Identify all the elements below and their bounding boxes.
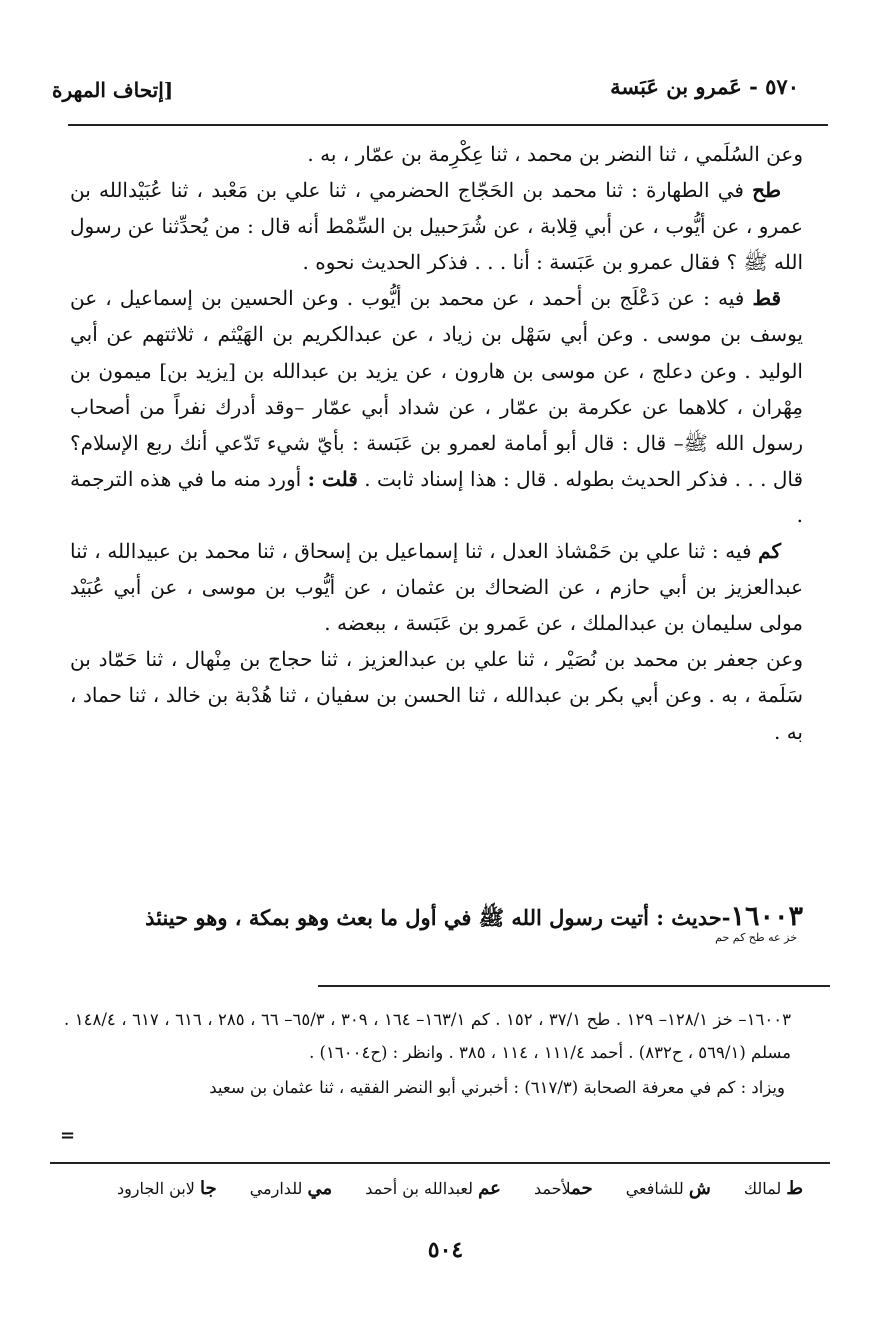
footnote-divider <box>318 985 830 987</box>
abbrev-code: جا <box>200 1178 217 1199</box>
abbrev-name: للدارمي <box>249 1179 303 1198</box>
abbreviation-key <box>61 1178 803 1199</box>
abbrev-name: لعبدالله بن أحمد <box>365 1179 474 1198</box>
page-number: ٥٠٤ <box>427 1237 464 1263</box>
abbrev-item <box>250 1178 332 1199</box>
paragraph-3-note: أورد منه ما في هذه الترجمة . <box>70 466 803 527</box>
abbrev-code: ش <box>688 1178 711 1199</box>
abbrev-code: ط <box>786 1178 803 1199</box>
paragraph-2-text: في الطهارة : ثنا محمد بن الحَجّاج الحضرمي ، ثنا علي بن مَعْبد ، ثنا عُبَيْدالله بن عمرو ، عن أيُّوب ، عن أبي قِلابة ، عن شُرَحبيل بن السِّمْط أنه قال : من يُحدِّثنا عن رسول الله ﷺ ؟ فقال عمرو بن عَبَسة : أنا . . . فذكر الحديث نحوه . <box>70 178 803 275</box>
source-code-qt: قط <box>752 286 781 311</box>
hadith-sigla: خز عه طح كم حم <box>715 931 797 944</box>
header-divider <box>68 124 828 126</box>
abbrev-code: حم <box>571 1178 593 1199</box>
paragraph-3-text: فيه : عن دَعْلَج بن أحمد ، عن محمد بن أيُّوب . وعن الحسين بن إسماعيل ، عن يوسف بن موسى . وعن أبي سَهْل بن زياد ، عن عبدالكريم بن الهَيْثم ، ثلاثتهم عن أبي الوليد . وعن دعلج ، عن موسى بن هارون ، عن يزيد بن عبدالله بن [يزيد بن] ميمون بن مِهْران ، كلاهما عن عكرمة بن عمّار ، عن شداد أبي عمّار –وقد أدرك نفراً من أصحاب رسول الله ﷺ– قال : قال أبو أمامة لعمرو بن عَبَسة : بأيّ شيء تَدّعي أنك ربع الإسلام؟ قال . . . فذكر الحديث بطوله . قال : هذا إسناد ثابت . <box>70 286 804 491</box>
source-code-tah: طح <box>752 178 781 203</box>
paragraph-2 <box>70 172 803 280</box>
note-label: قلت : <box>307 466 358 491</box>
paragraph-1: وعن السُلَمي ، ثنا النضر بن محمد ، ثنا عِكْرِمة بن عمّار ، به . <box>307 142 803 166</box>
book-title: [إتحاف المهرة <box>52 78 174 102</box>
abbreviation-divider <box>50 1162 830 1164</box>
footnote <box>64 1003 791 1104</box>
paragraph-4 <box>70 533 803 641</box>
abbrev-item <box>626 1178 711 1199</box>
abbrev-name: لمالك <box>743 1179 782 1198</box>
abbrev-name: لأحمد <box>533 1179 572 1198</box>
hadith-text: -حديث : أتيت رسول الله ﷺ في أول ما بعث وهو بمكة ، وهو حينئذ <box>145 905 731 930</box>
continuation-mark: = <box>60 1125 76 1146</box>
abbrev-name: للشافعي <box>625 1179 684 1198</box>
footnote-extra: ويزاد : كم في معرفة الصحابة (٦١٧/٣) : أخبرني أبو النضر الفقيه ، ثنا عثمان بن سعيد <box>209 1078 785 1097</box>
hadith-heading <box>58 903 803 932</box>
abbrev-item <box>365 1178 501 1199</box>
source-code-km: كم <box>758 539 781 564</box>
main-text <box>70 136 803 750</box>
abbrev-name: لابن الجارود <box>116 1179 195 1198</box>
abbrev-item <box>744 1178 803 1199</box>
paragraph-4-text: فيه : ثنا علي بن حَمْشاذ العدل ، ثنا إسماعيل بن إسحاق ، ثنا محمد بن عبيدالله ، ثنا عبدالعزيز بن أبي حازم ، عن الضحاك بن عثمان ، عن أيُّوب بن موسى ، عن أبي عُبَيْد مولى سليمان بن عبدالملك ، عن عَمرو بن عَبَسة ، ببعضه . <box>70 539 803 636</box>
paragraph-5: وعن جعفر بن محمد بن نُصَيْر ، ثنا علي بن عبدالعزيز ، ثنا حجاج بن مِنْهال ، ثنا حَمّاد بن سَلَمة ، به . وعن أبي بكر بن عبدالله ، ثنا الحسن بن سفيان ، ثنا هُدْبة بن خالد ، ثنا حماد ، به . <box>70 647 803 744</box>
abbrev-item <box>534 1178 593 1199</box>
paragraph-3 <box>70 280 803 533</box>
chapter-title: ٥٧٠ - عَمرو بن عَبَسة <box>610 74 799 99</box>
abbrev-code: عم <box>478 1178 501 1199</box>
abbrev-code: مي <box>307 1178 333 1199</box>
abbrev-item <box>117 1178 217 1199</box>
hadith-number: ١٦٠٠٣ <box>730 901 803 932</box>
footnote-main: ١٦٠٠٣– خز ١٢٨/١– ١٢٩ . طح ٣٧/١ ، ١٥٢ . كم ١٦٣/١– ١٦٤ ، ٣٠٩ ، ٦٥/٣– ٦٦ ، ٢٨٥ ، ٦١٦ ، ٦١٧ ، ١٤٨/٤ . مسلم (٥٦٩/١ ، ح٨٣٢) . أحمد ١١١/٤ ، ١١٤ ، ٣٨٥ . وانظر : (ح١٦٠٠٤) . <box>64 1010 791 1062</box>
